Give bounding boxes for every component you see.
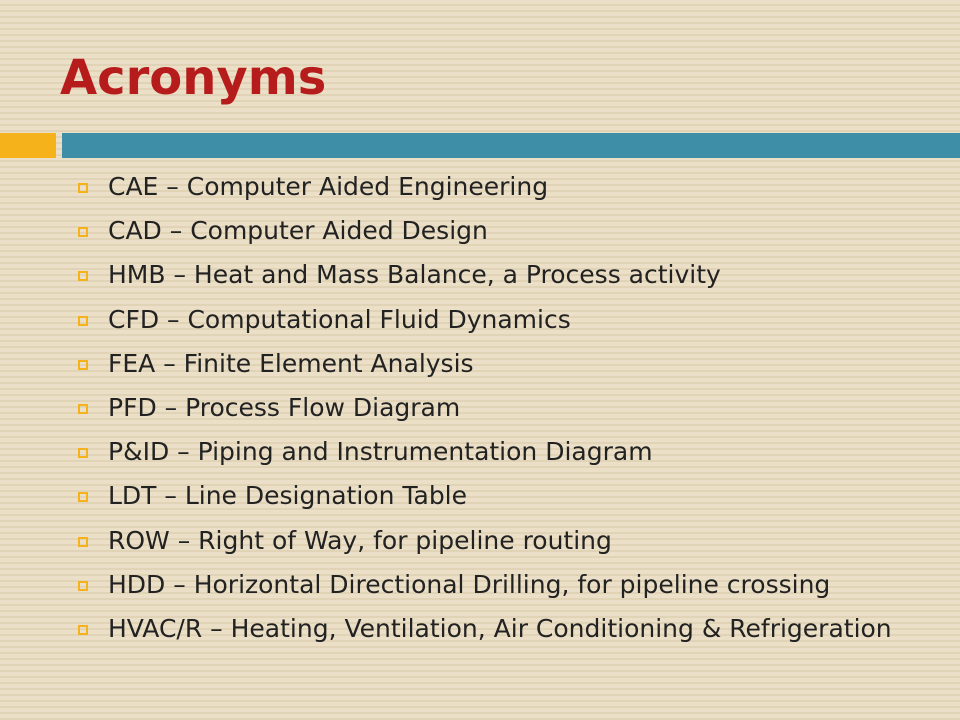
list-item [74, 481, 954, 511]
square-bullet-icon [78, 625, 88, 635]
acronym-text: CFD – Computational Fluid Dynamics [108, 304, 571, 334]
accent-bar [0, 133, 56, 158]
square-bullet-icon [78, 271, 88, 281]
square-bullet-icon [78, 183, 88, 193]
square-bullet-icon [78, 492, 88, 502]
title-divider-bar [62, 133, 960, 158]
square-bullet-icon [78, 227, 88, 237]
square-bullet-icon [78, 360, 88, 370]
list-item [74, 614, 954, 644]
acronym-text: ROW – Right of Way, for pipeline routing [108, 525, 612, 555]
list-item [74, 305, 954, 335]
acronym-text: PFD – Process Flow Diagram [108, 392, 461, 422]
list-item [74, 216, 954, 246]
acronym-text: HMB – Heat and Mass Balance, a Process activity [108, 260, 721, 290]
list-item [74, 172, 954, 202]
slide-title: Acronyms [60, 50, 327, 106]
list-item [74, 349, 954, 379]
square-bullet-icon [78, 316, 88, 326]
acronym-text: CAE – Computer Aided Engineering [108, 172, 549, 201]
acronym-text: HDD – Horizontal Directional Drilling, for pipeline crossing [108, 569, 831, 599]
acronym-text: LDT – Line Designation Table [108, 481, 468, 511]
acronym-list [74, 172, 954, 658]
square-bullet-icon [78, 404, 88, 414]
acronym-text: FEA – Finite Element Analysis [108, 348, 474, 378]
square-bullet-icon [78, 581, 88, 591]
list-item [74, 393, 954, 423]
acronym-text: CAD – Computer Aided Design [108, 216, 488, 246]
list-item [74, 437, 954, 467]
list-item [74, 526, 954, 556]
square-bullet-icon [78, 448, 88, 458]
acronym-text: HVAC/R – Heating, Ventilation, Air Conditioning & Refrigeration [108, 613, 892, 643]
square-bullet-icon [78, 537, 88, 547]
list-item [74, 570, 954, 600]
acronym-text: P&ID – Piping and Instrumentation Diagram [108, 437, 653, 467]
list-item [74, 260, 954, 290]
